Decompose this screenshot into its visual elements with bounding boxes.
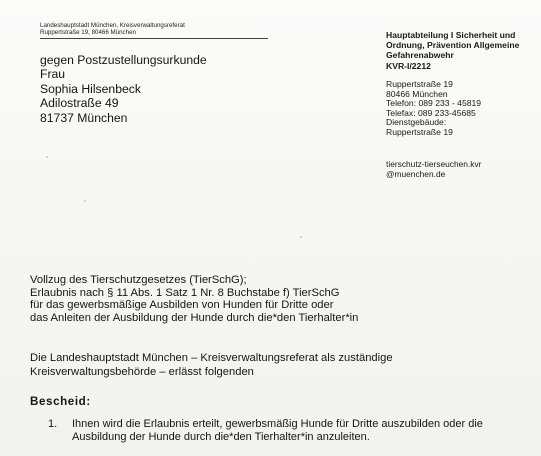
decision-item-line-1: Ihnen wird die Erlaubnis erteilt, gewerbsmäßig Hunde für Dritte auszubilden oder die <box>72 418 483 430</box>
sender-line-1: Landeshauptstadt München, Kreisverwaltungsreferat <box>40 22 185 29</box>
recipient-street: Adilostraße 49 <box>40 96 119 111</box>
intro-paragraph <box>30 352 393 379</box>
recipient-city: 81737 München <box>40 110 128 125</box>
decision-item-line-2: Ausbildung der Hunde durch die*den Tierhalter*in anzuleiten. <box>72 430 370 443</box>
decision-item-number: 1. <box>48 418 58 430</box>
subject-line-4: das Anleiten der Ausbildung der Hunde durch die*den Tierhalter*in <box>30 311 359 324</box>
subject-line-2: Erlaubnis nach § 11 Abs. 1 Satz 1 Nr. 8 Buchstabe f) TierSchG <box>30 286 340 299</box>
office-phone: Telefon: 089 233 - 45819 <box>386 98 482 109</box>
intro-line-2: Kreisverwaltungsbehörde – erlässt folgenden <box>30 365 254 378</box>
office-building-label: Dienstgebäude: <box>386 117 447 128</box>
recipient-name: Sophia Hilsenbeck <box>40 81 141 96</box>
office-line-2: Ordnung, Prävention Allgemeine <box>386 40 520 51</box>
office-street: Ruppertstraße 19 <box>386 79 453 89</box>
office-contact-block <box>386 80 536 138</box>
scan-speck <box>84 200 86 202</box>
decision-heading: Bescheid: <box>30 395 91 408</box>
office-email <box>386 159 536 179</box>
office-fax: Telefax: 089 233-45685 <box>386 107 476 118</box>
subject-line-3: für das gewerbsmäßige Ausbilden von Hunden für Dritte oder <box>30 299 334 312</box>
recipient-salutation: Frau <box>40 67 66 82</box>
sender-line-2: Ruppertstraße 19, 80466 München <box>40 29 136 36</box>
office-city: 80466 München <box>386 88 448 99</box>
office-line-3: Gefahrenabwehr <box>386 50 454 61</box>
office-line-1: Hauptabteilung I Sicherheit und <box>386 30 516 40</box>
email-line-2: @muenchen.de <box>386 169 446 179</box>
decision-item-text <box>72 418 483 443</box>
delivery-method: gegen Postzustellungsurkunde <box>40 53 207 67</box>
intro-line-1: Die Landeshauptstadt München – Kreisverwaltungsreferat als zuständige <box>30 352 393 364</box>
office-reference: KVR-I/2212 <box>386 60 431 71</box>
subject-block <box>30 274 358 324</box>
issuing-office <box>386 30 536 71</box>
recipient-address-block <box>40 53 207 125</box>
scan-speck <box>300 236 302 238</box>
subject-line-1: Vollzug des Tierschutzgesetzes (TierSchG); <box>30 274 247 286</box>
sender-return-address <box>40 22 268 39</box>
scan-speck <box>46 156 48 158</box>
office-building: Ruppertstraße 19 <box>386 126 453 137</box>
email-line-1: tierschutz-tierseuchen.kvr <box>386 159 482 169</box>
